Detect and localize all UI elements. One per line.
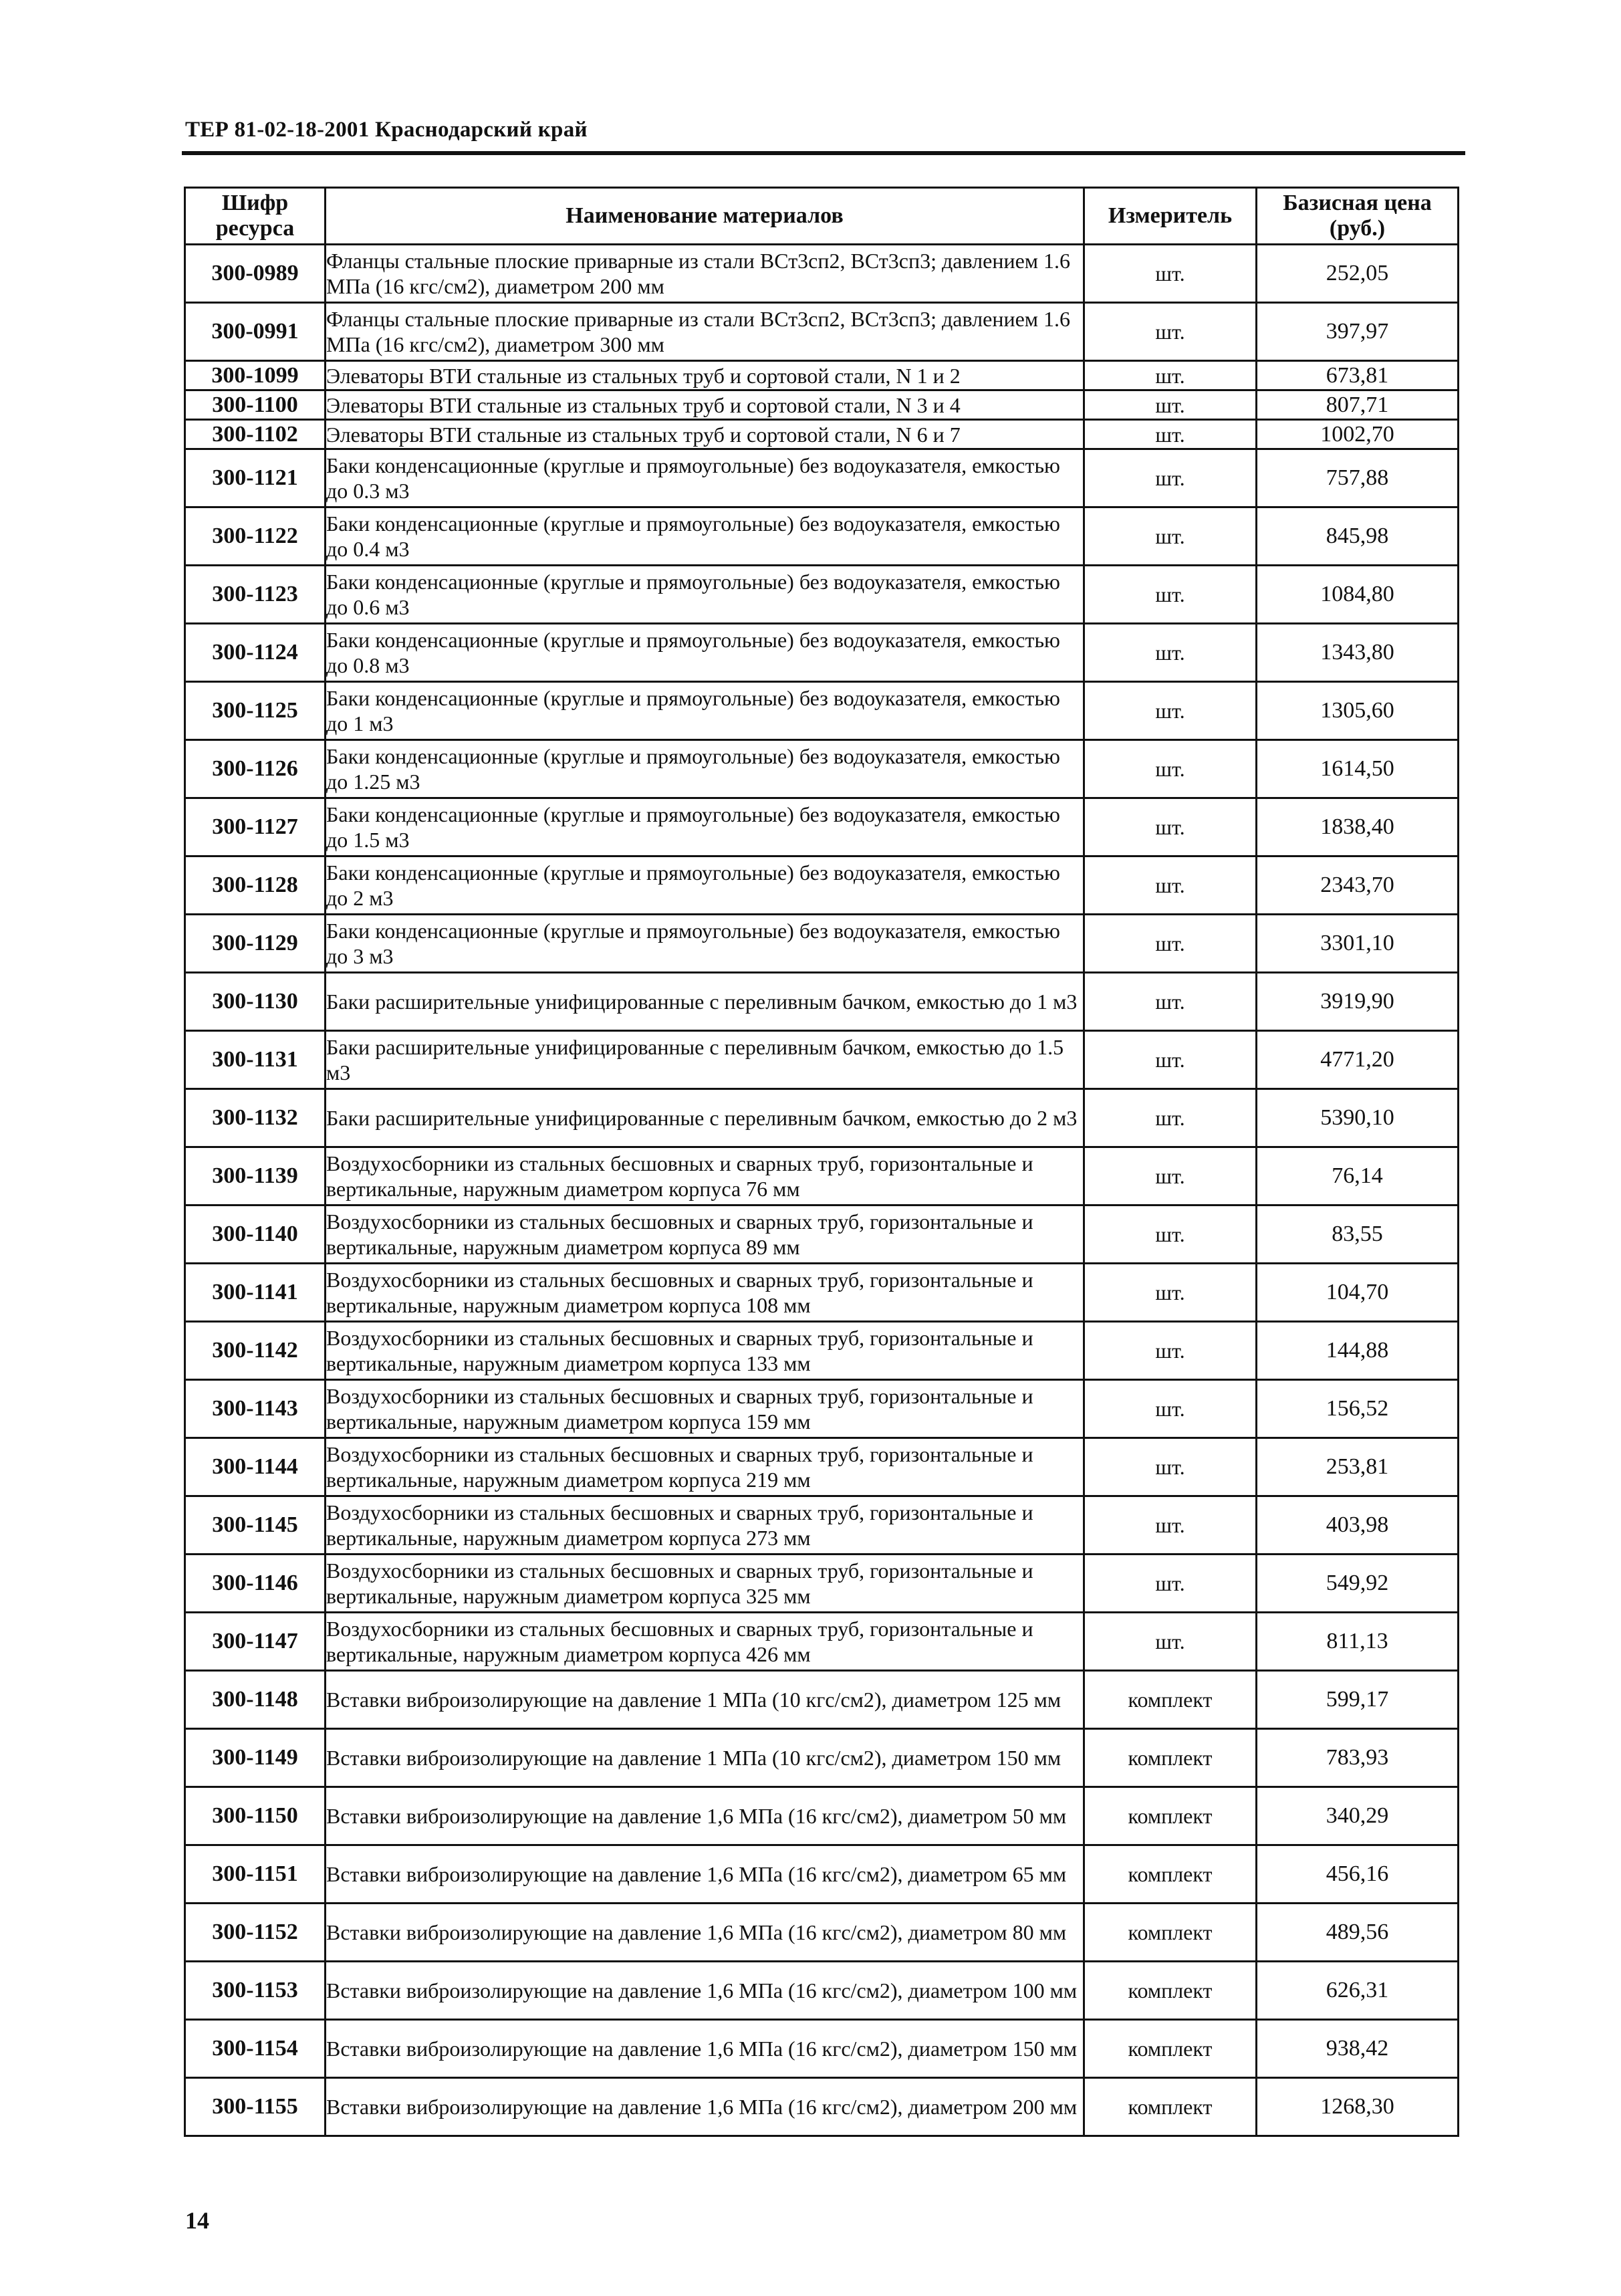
table-row (185, 1904, 1459, 1962)
cell-name: Баки конденсационные (круглые и прямоугольные) без водоуказателя, емкостью до 3 м3 (326, 915, 1084, 973)
column-header-name: Наименование материалов (326, 188, 1084, 245)
cell-code: 300-1149 (185, 1729, 326, 1787)
document-header: ТЕР 81-02-18-2001 Краснодарский край (185, 118, 588, 142)
cell-code: 300-0991 (185, 303, 326, 361)
cell-name: Баки конденсационные (круглые и прямоугольные) без водоуказателя, емкостью до 2 м3 (326, 856, 1084, 915)
cell-unit: шт. (1084, 303, 1257, 361)
cell-unit: шт. (1084, 361, 1257, 390)
cell-price: 3301,10 (1257, 915, 1459, 973)
cell-price: 811,13 (1257, 1613, 1459, 1671)
column-header-code: Шифр ресурса (185, 188, 326, 245)
cell-unit: шт. (1084, 566, 1257, 624)
cell-unit: шт. (1084, 973, 1257, 1031)
cell-unit: шт. (1084, 856, 1257, 915)
cell-unit: шт. (1084, 740, 1257, 798)
cell-price: 144,88 (1257, 1322, 1459, 1380)
table-row (185, 798, 1459, 856)
table-row (185, 1671, 1459, 1729)
table-row (185, 449, 1459, 507)
cell-unit: шт. (1084, 1147, 1257, 1206)
header-divider (182, 151, 1465, 155)
cell-price: 845,98 (1257, 507, 1459, 566)
cell-name: Вставки виброизолирующие на давление 1,6 МПа (16 кгс/см2), диаметром 150 мм (326, 2020, 1084, 2078)
cell-name: Вставки виброизолирующие на давление 1,6 МПа (16 кгс/см2), диаметром 200 мм (326, 2078, 1084, 2136)
cell-code: 300-1143 (185, 1380, 326, 1438)
cell-code: 300-1147 (185, 1613, 326, 1671)
cell-name: Воздухосборники из стальных бесшовных и сварных труб, горизонтальные и вертикальные, наружным диаметром корпуса 219 мм (326, 1438, 1084, 1496)
table-row (185, 915, 1459, 973)
cell-code: 300-1142 (185, 1322, 326, 1380)
cell-price: 1614,50 (1257, 740, 1459, 798)
table-row (185, 1496, 1459, 1555)
cell-unit: шт. (1084, 1613, 1257, 1671)
cell-price: 252,05 (1257, 245, 1459, 303)
cell-code: 300-1131 (185, 1031, 326, 1089)
cell-code: 300-1140 (185, 1206, 326, 1264)
cell-unit: комплект (1084, 2020, 1257, 2078)
cell-unit: комплект (1084, 1904, 1257, 1962)
cell-unit: шт. (1084, 1264, 1257, 1322)
table-row (185, 361, 1459, 390)
table-row (185, 1729, 1459, 1787)
table-row (185, 2020, 1459, 2078)
cell-unit: шт. (1084, 1322, 1257, 1380)
cell-unit: комплект (1084, 1671, 1257, 1729)
cell-name: Баки конденсационные (круглые и прямоугольные) без водоуказателя, емкостью до 1.25 м3 (326, 740, 1084, 798)
cell-name: Элеваторы ВТИ стальные из стальных труб и сортовой стали, N 3 и 4 (326, 390, 1084, 420)
cell-price: 104,70 (1257, 1264, 1459, 1322)
cell-unit: шт. (1084, 798, 1257, 856)
cell-name: Воздухосборники из стальных бесшовных и сварных труб, горизонтальные и вертикальные, наружным диаметром корпуса 325 мм (326, 1555, 1084, 1613)
cell-code: 300-1129 (185, 915, 326, 973)
cell-unit: шт. (1084, 915, 1257, 973)
table-row (185, 1845, 1459, 1904)
column-header-price: Базисная цена (руб.) (1257, 188, 1459, 245)
cell-name: Баки конденсационные (круглые и прямоугольные) без водоуказателя, емкостью до 0.4 м3 (326, 507, 1084, 566)
table-body (185, 245, 1459, 2136)
table-row (185, 1089, 1459, 1147)
table-row (185, 682, 1459, 740)
cell-name: Воздухосборники из стальных бесшовных и сварных труб, горизонтальные и вертикальные, наружным диаметром корпуса 273 мм (326, 1496, 1084, 1555)
cell-unit: шт. (1084, 507, 1257, 566)
cell-price: 599,17 (1257, 1671, 1459, 1729)
table-row (185, 624, 1459, 682)
cell-code: 300-1123 (185, 566, 326, 624)
cell-price: 3919,90 (1257, 973, 1459, 1031)
cell-code: 300-1141 (185, 1264, 326, 1322)
cell-name: Воздухосборники из стальных бесшовных и сварных труб, горизонтальные и вертикальные, наружным диаметром корпуса 76 мм (326, 1147, 1084, 1206)
cell-code: 300-1128 (185, 856, 326, 915)
cell-name: Баки расширительные унифицированные с переливным бачком, емкостью до 2 м3 (326, 1089, 1084, 1147)
table-row (185, 973, 1459, 1031)
cell-price: 626,31 (1257, 1962, 1459, 2020)
cell-code: 300-1151 (185, 1845, 326, 1904)
cell-unit: шт. (1084, 1031, 1257, 1089)
cell-unit: шт. (1084, 420, 1257, 449)
cell-name: Баки конденсационные (круглые и прямоугольные) без водоуказателя, емкостью до 0.8 м3 (326, 624, 1084, 682)
cell-price: 807,71 (1257, 390, 1459, 420)
cell-unit: шт. (1084, 1206, 1257, 1264)
cell-price: 83,55 (1257, 1206, 1459, 1264)
cell-unit: шт. (1084, 449, 1257, 507)
cell-price: 397,97 (1257, 303, 1459, 361)
table-row (185, 420, 1459, 449)
cell-unit: комплект (1084, 1787, 1257, 1845)
cell-price: 253,81 (1257, 1438, 1459, 1496)
table-row (185, 856, 1459, 915)
cell-price: 549,92 (1257, 1555, 1459, 1613)
cell-code: 300-1154 (185, 2020, 326, 2078)
cell-name: Баки конденсационные (круглые и прямоугольные) без водоуказателя, емкостью до 1.5 м3 (326, 798, 1084, 856)
cell-code: 300-1155 (185, 2078, 326, 2136)
cell-code: 300-0989 (185, 245, 326, 303)
cell-unit: шт. (1084, 1555, 1257, 1613)
cell-price: 938,42 (1257, 2020, 1459, 2078)
cell-code: 300-1132 (185, 1089, 326, 1147)
cell-name: Вставки виброизолирующие на давление 1,6 МПа (16 кгс/см2), диаметром 50 мм (326, 1787, 1084, 1845)
cell-code: 300-1126 (185, 740, 326, 798)
cell-price: 340,29 (1257, 1787, 1459, 1845)
cell-price: 76,14 (1257, 1147, 1459, 1206)
table-row (185, 245, 1459, 303)
cell-price: 403,98 (1257, 1496, 1459, 1555)
cell-price: 1084,80 (1257, 566, 1459, 624)
cell-code: 300-1152 (185, 1904, 326, 1962)
page-number: 14 (185, 2207, 209, 2234)
cell-code: 300-1139 (185, 1147, 326, 1206)
cell-code: 300-1099 (185, 361, 326, 390)
cell-unit: шт. (1084, 1089, 1257, 1147)
cell-price: 783,93 (1257, 1729, 1459, 1787)
table-row (185, 303, 1459, 361)
cell-unit: шт. (1084, 245, 1257, 303)
cell-code: 300-1127 (185, 798, 326, 856)
cell-unit: шт. (1084, 1438, 1257, 1496)
cell-unit: комплект (1084, 1845, 1257, 1904)
cell-code: 300-1125 (185, 682, 326, 740)
cell-unit: шт. (1084, 1496, 1257, 1555)
cell-code: 300-1130 (185, 973, 326, 1031)
cell-price: 1268,30 (1257, 2078, 1459, 2136)
table-row (185, 1206, 1459, 1264)
cell-code: 300-1121 (185, 449, 326, 507)
cell-name: Вставки виброизолирующие на давление 1,6 МПа (16 кгс/см2), диаметром 80 мм (326, 1904, 1084, 1962)
cell-name: Элеваторы ВТИ стальные из стальных труб и сортовой стали, N 6 и 7 (326, 420, 1084, 449)
table-row (185, 1555, 1459, 1613)
cell-name: Баки конденсационные (круглые и прямоугольные) без водоуказателя, емкостью до 0.6 м3 (326, 566, 1084, 624)
cell-name: Воздухосборники из стальных бесшовных и сварных труб, горизонтальные и вертикальные, наружным диаметром корпуса 89 мм (326, 1206, 1084, 1264)
cell-code: 300-1144 (185, 1438, 326, 1496)
table-row (185, 1787, 1459, 1845)
cell-price: 673,81 (1257, 361, 1459, 390)
cell-name: Вставки виброизолирующие на давление 1 МПа (10 кгс/см2), диаметром 150 мм (326, 1729, 1084, 1787)
cell-unit: комплект (1084, 1729, 1257, 1787)
cell-price: 456,16 (1257, 1845, 1459, 1904)
cell-name: Баки конденсационные (круглые и прямоугольные) без водоуказателя, емкостью до 1 м3 (326, 682, 1084, 740)
cell-name: Воздухосборники из стальных бесшовных и сварных труб, горизонтальные и вертикальные, наружным диаметром корпуса 133 мм (326, 1322, 1084, 1380)
table-row (185, 1322, 1459, 1380)
table-row (185, 1438, 1459, 1496)
cell-price: 1343,80 (1257, 624, 1459, 682)
cell-name: Вставки виброизолирующие на давление 1,6 МПа (16 кгс/см2), диаметром 65 мм (326, 1845, 1084, 1904)
cell-price: 1305,60 (1257, 682, 1459, 740)
cell-unit: шт. (1084, 390, 1257, 420)
cell-unit: комплект (1084, 1962, 1257, 2020)
cell-price: 1002,70 (1257, 420, 1459, 449)
table-row (185, 2078, 1459, 2136)
table-row (185, 1613, 1459, 1671)
table-row (185, 1962, 1459, 2020)
cell-code: 300-1146 (185, 1555, 326, 1613)
cell-code: 300-1100 (185, 390, 326, 420)
table-row (185, 566, 1459, 624)
table-row (185, 740, 1459, 798)
cell-code: 300-1122 (185, 507, 326, 566)
cell-code: 300-1153 (185, 1962, 326, 2020)
table-header-row (185, 188, 1459, 245)
cell-name: Воздухосборники из стальных бесшовных и сварных труб, горизонтальные и вертикальные, наружным диаметром корпуса 159 мм (326, 1380, 1084, 1438)
cell-price: 4771,20 (1257, 1031, 1459, 1089)
table-row (185, 1264, 1459, 1322)
cell-price: 489,56 (1257, 1904, 1459, 1962)
table-row (185, 1031, 1459, 1089)
cell-price: 5390,10 (1257, 1089, 1459, 1147)
cell-unit: шт. (1084, 682, 1257, 740)
cell-code: 300-1102 (185, 420, 326, 449)
cell-code: 300-1124 (185, 624, 326, 682)
cell-name: Баки расширительные унифицированные с переливным бачком, емкостью до 1.5 м3 (326, 1031, 1084, 1089)
cell-unit: шт. (1084, 624, 1257, 682)
table-row (185, 1380, 1459, 1438)
cell-price: 757,88 (1257, 449, 1459, 507)
cell-name: Баки расширительные унифицированные с переливным бачком, емкостью до 1 м3 (326, 973, 1084, 1031)
cell-name: Фланцы стальные плоские приварные из стали ВСт3сп2, ВСт3сп3; давлением 1.6 МПа (16 кгс/см2), диаметром 300 мм (326, 303, 1084, 361)
cell-name: Воздухосборники из стальных бесшовных и сварных труб, горизонтальные и вертикальные, наружным диаметром корпуса 426 мм (326, 1613, 1084, 1671)
column-header-unit: Измеритель (1084, 188, 1257, 245)
cell-name: Фланцы стальные плоские приварные из стали ВСт3сп2, ВСт3сп3; давлением 1.6 МПа (16 кгс/см2), диаметром 200 мм (326, 245, 1084, 303)
materials-table (184, 187, 1459, 2137)
cell-name: Воздухосборники из стальных бесшовных и сварных труб, горизонтальные и вертикальные, наружным диаметром корпуса 108 мм (326, 1264, 1084, 1322)
table-row (185, 390, 1459, 420)
cell-name: Вставки виброизолирующие на давление 1 МПа (10 кгс/см2), диаметром 125 мм (326, 1671, 1084, 1729)
cell-name: Вставки виброизолирующие на давление 1,6 МПа (16 кгс/см2), диаметром 100 мм (326, 1962, 1084, 2020)
cell-price: 156,52 (1257, 1380, 1459, 1438)
cell-price: 1838,40 (1257, 798, 1459, 856)
cell-unit: шт. (1084, 1380, 1257, 1438)
table-row (185, 1147, 1459, 1206)
cell-code: 300-1145 (185, 1496, 326, 1555)
table-row (185, 507, 1459, 566)
cell-code: 300-1150 (185, 1787, 326, 1845)
cell-name: Баки конденсационные (круглые и прямоугольные) без водоуказателя, емкостью до 0.3 м3 (326, 449, 1084, 507)
cell-code: 300-1148 (185, 1671, 326, 1729)
cell-unit: комплект (1084, 2078, 1257, 2136)
cell-name: Элеваторы ВТИ стальные из стальных труб и сортовой стали, N 1 и 2 (326, 361, 1084, 390)
cell-price: 2343,70 (1257, 856, 1459, 915)
